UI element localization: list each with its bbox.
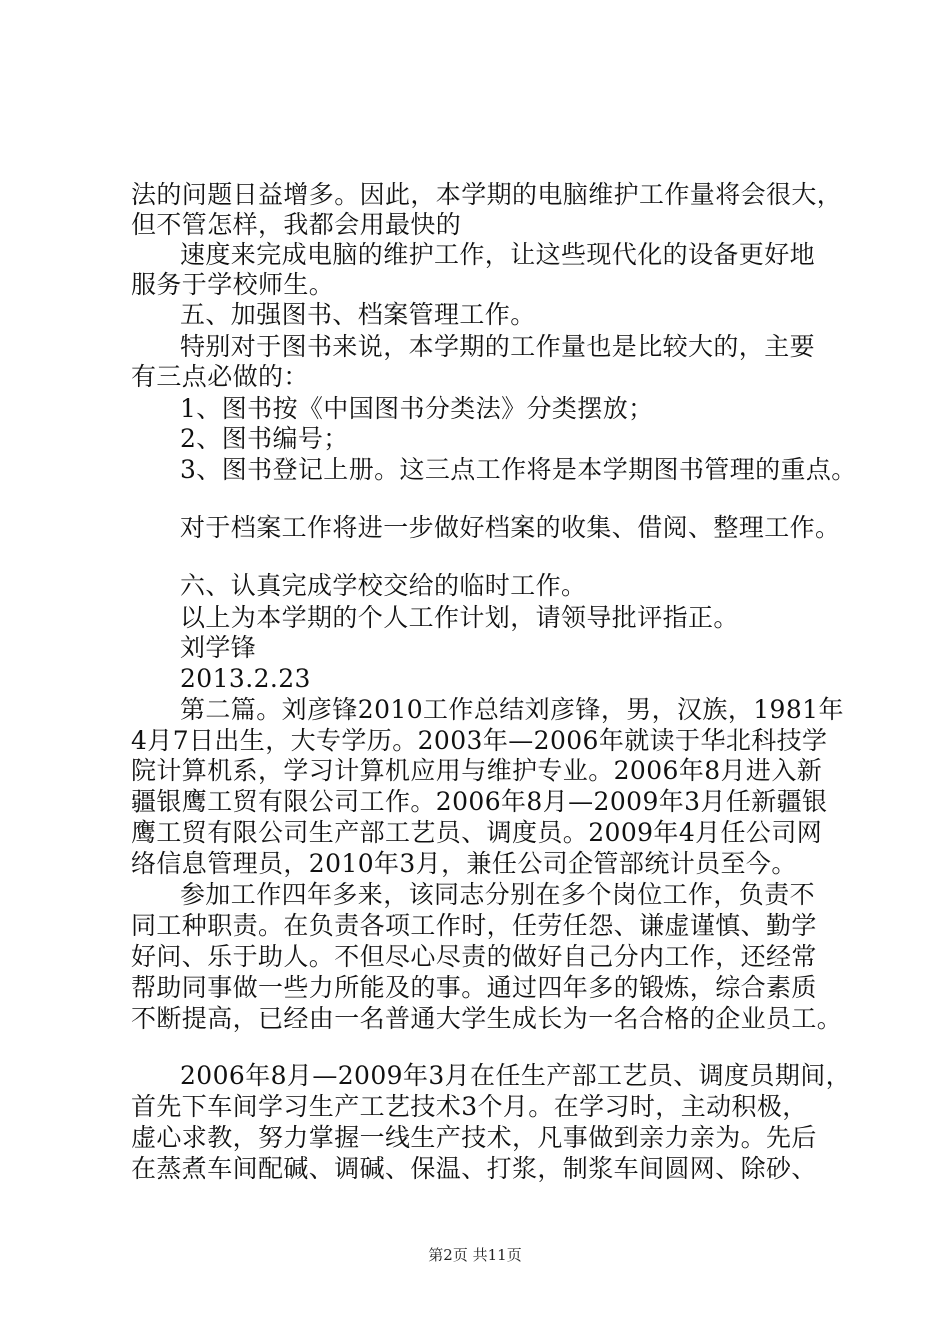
text-line: 2006年8月—2009年3月在任生产部工艺员、调度员期间， (180, 1061, 852, 1090)
text-line: 不断提高，已经由一名普通大学生成长为一名合格的企业员工。 (131, 1004, 843, 1033)
text-line: 法的问题日益增多。因此，本学期的电脑维护工作量将会很大， (131, 180, 843, 209)
text-line: 对于档案工作将进一步做好档案的收集、借阅、整理工作。 (180, 513, 841, 542)
text-line: 第二篇。刘彦锋2010工作总结刘彦锋，男，汉族，1981年 (180, 695, 844, 724)
text-line: 参加工作四年多来，该同志分别在多个岗位工作，负责不 (180, 880, 816, 909)
text-line: 速度来完成电脑的维护工作，让这些现代化的设备更好地 (180, 240, 816, 269)
text-line: 特别对于图书来说，本学期的工作量也是比较大的，主要 (180, 332, 816, 361)
list-item: 2、图书编号； (180, 424, 349, 453)
text-line: 虚心求教，努力掌握一线生产技术，凡事做到亲力亲为。先后 (131, 1123, 817, 1152)
section-heading: 五、加强图书、档案管理工作。 (180, 300, 536, 329)
text-line: 但不管怎样，我都会用最快的 (131, 210, 462, 239)
text-line: 4月7日出生，大专学历。2003年—2006年就读于华北科技学 (131, 726, 828, 755)
text-line: 服务于学校师生。 (131, 270, 335, 299)
signature-date: 2013.2.23 (180, 664, 311, 693)
text-line: 鹰工贸有限公司生产部工艺员、调度员。2009年4月任公司网 (131, 818, 823, 847)
text-line: 有三点必做的： (131, 362, 309, 391)
text-line: 帮助同事做一些力所能及的事。通过四年多的锻炼，综合素质 (131, 973, 817, 1002)
text-line: 络信息管理员，2010年3月，兼任公司企管部统计员至今。 (131, 849, 797, 878)
page-number-footer: 第2页 共11页 (428, 1246, 522, 1264)
text-line: 在蒸煮车间配碱、调碱、保温、打浆，制浆车间圆网、除砂、 (131, 1154, 817, 1183)
text-line: 以上为本学期的个人工作计划，请领导批评指正。 (180, 603, 739, 632)
text-line: 好问、乐于助人。不但尽心尽责的做好自己分内工作，还经常 (131, 942, 817, 971)
text-line: 院计算机系，学习计算机应用与维护专业。2006年8月进入新 (131, 756, 823, 785)
signature-name: 刘学锋 (180, 633, 257, 662)
list-item: 3、图书登记上册。这三点工作将是本学期图书管理的重点。 (180, 455, 857, 484)
text-line: 首先下车间学习生产工艺技术3个月。在学习时，主动积极， (131, 1092, 808, 1121)
text-line: 疆银鹰工贸有限公司工作。2006年8月—2009年3月任新疆银 (131, 787, 828, 816)
section-heading: 六、认真完成学校交给的临时工作。 (180, 571, 587, 600)
list-item: 1、图书按《中国图书分类法》分类摆放； (180, 394, 654, 423)
text-line: 同工种职责。在负责各项工作时，任劳任怨、谦虚谨慎、勤学 (131, 911, 817, 940)
